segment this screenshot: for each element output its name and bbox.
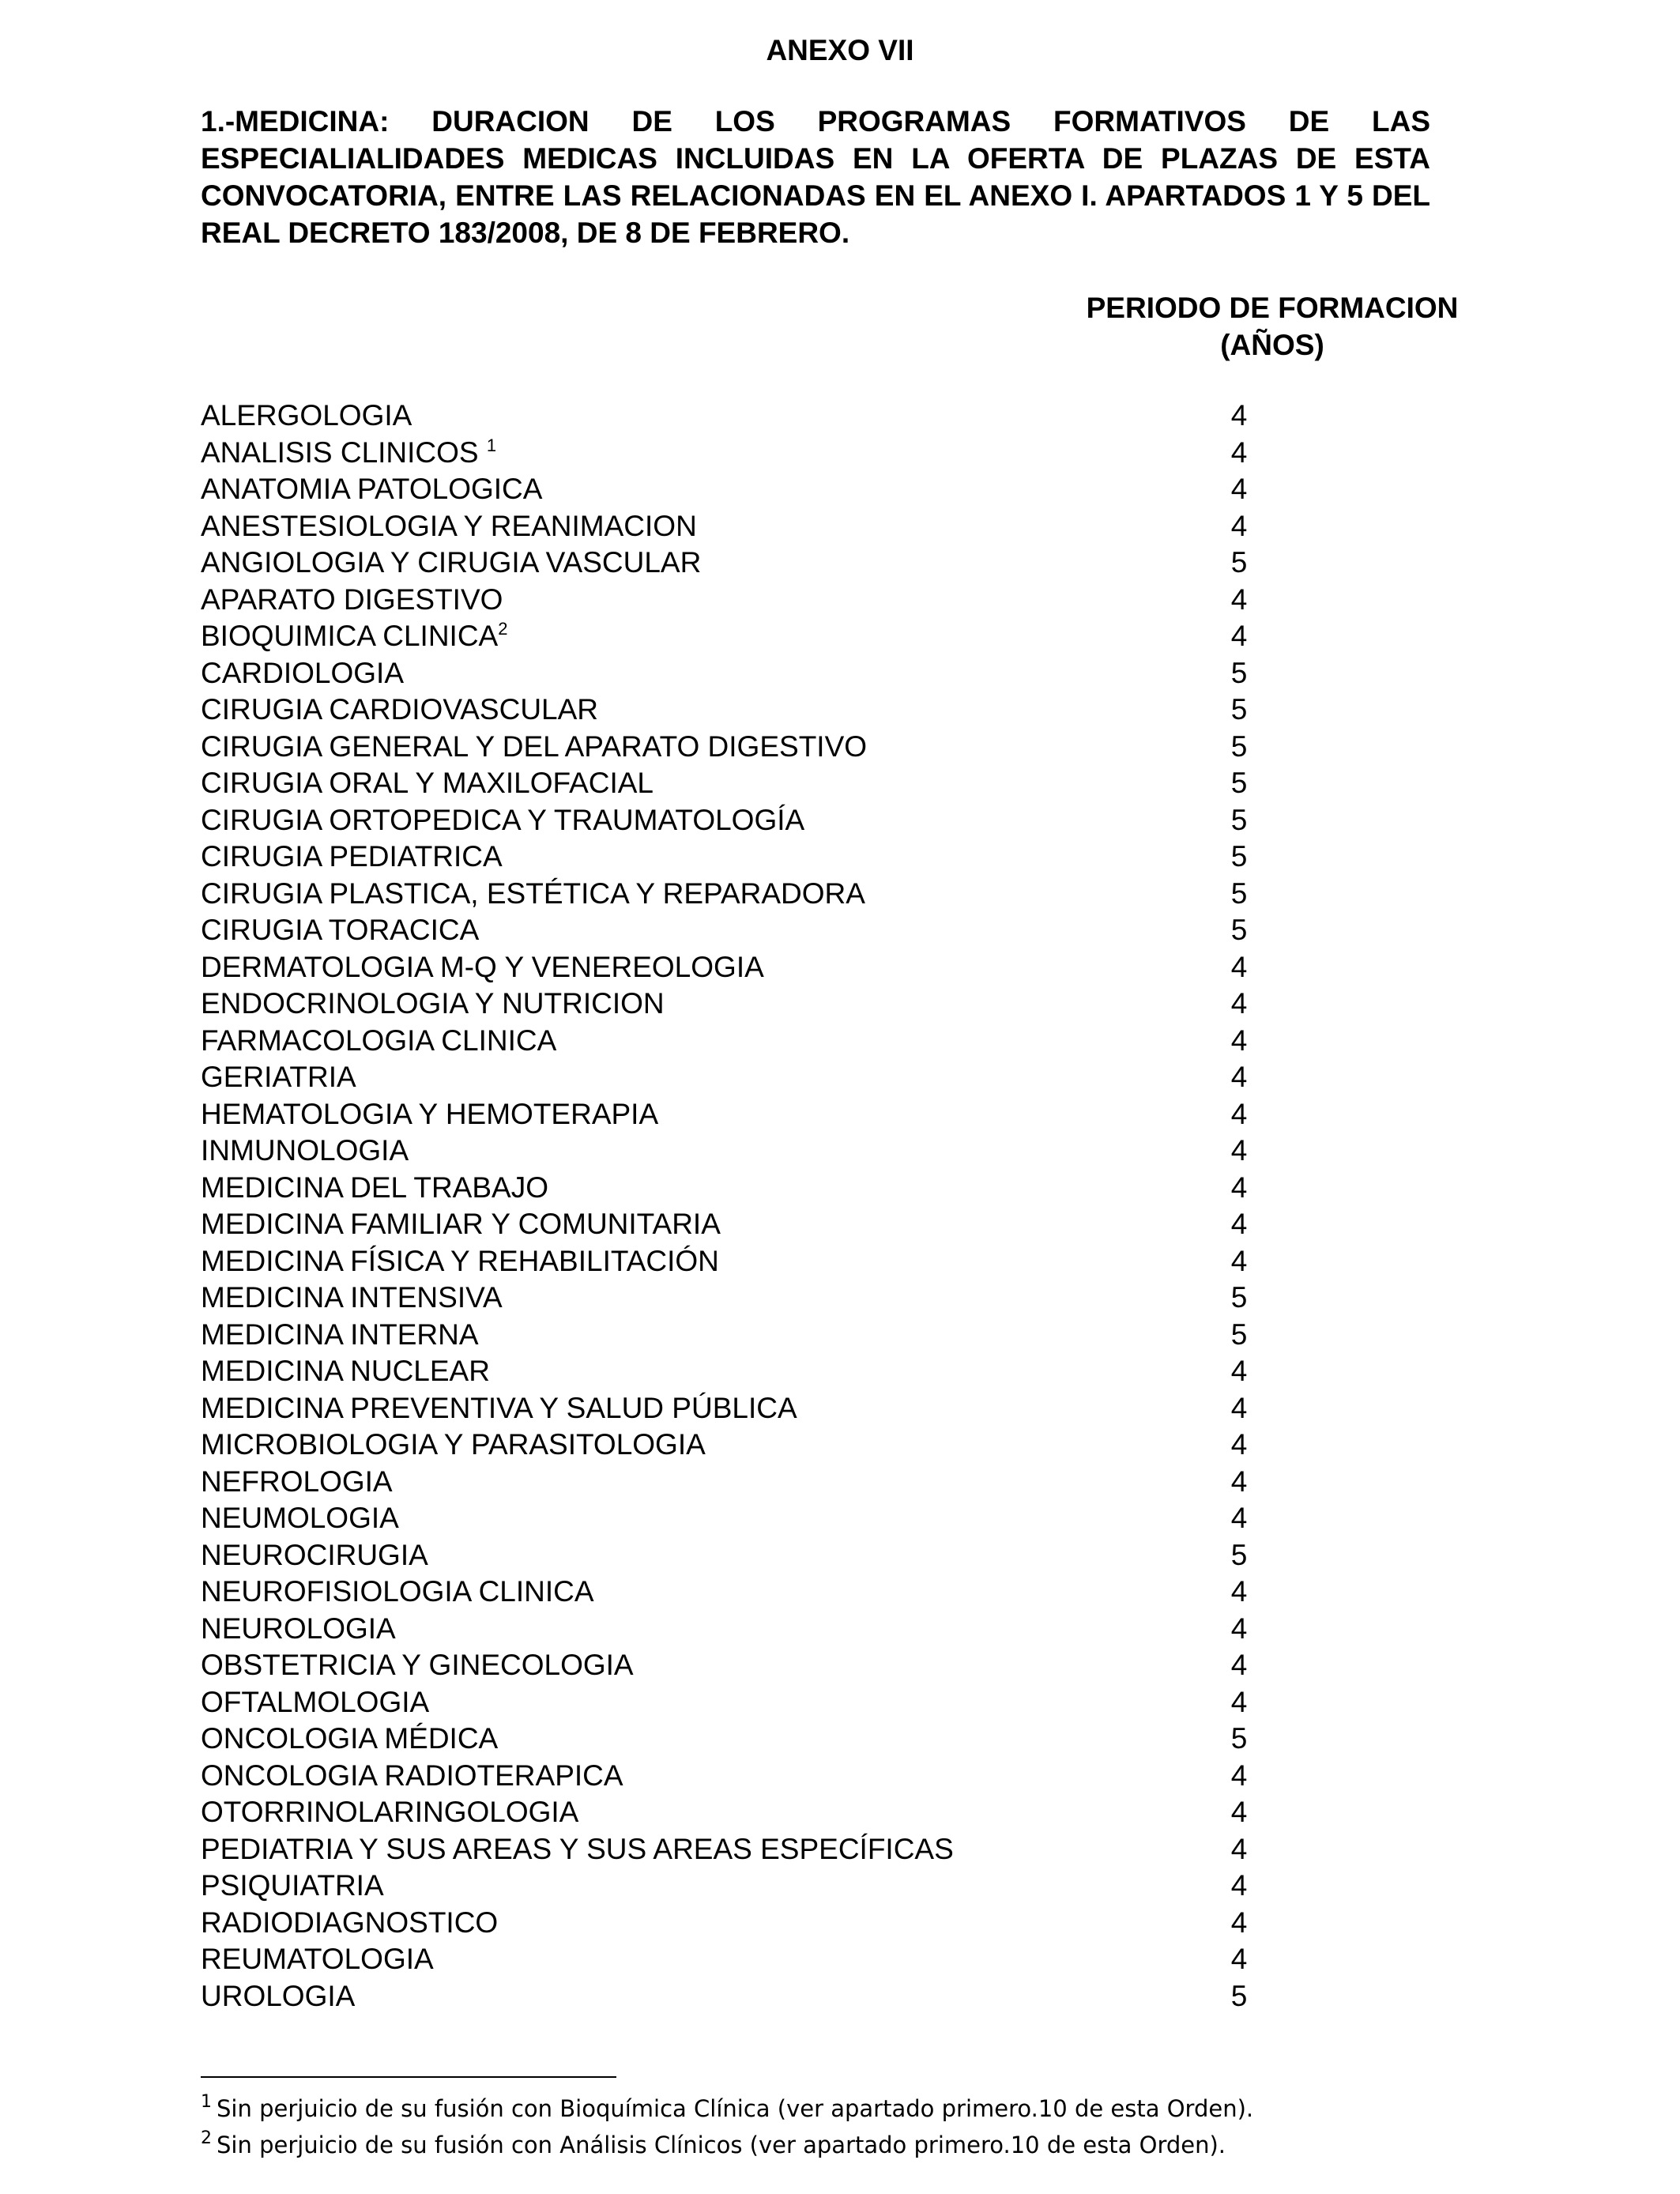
specialty-name-text: CIRUGIA CARDIOVASCULAR — [201, 693, 599, 726]
table-row — [201, 1317, 1307, 1354]
table-row — [201, 1868, 1307, 1905]
specialty-name-text: ONCOLOGIA MÉDICA — [201, 1722, 499, 1755]
table-row — [201, 1427, 1307, 1464]
specialty-name — [201, 1794, 578, 1831]
specialty-name — [201, 949, 764, 986]
training-years: 4 — [1230, 1171, 1248, 1204]
specialty-name — [201, 618, 507, 655]
training-years: 4 — [1230, 1796, 1248, 1828]
specialty-name — [201, 1868, 384, 1905]
training-years: 4 — [1230, 1134, 1248, 1167]
training-years: 5 — [1230, 803, 1248, 836]
specialty-name — [201, 655, 404, 692]
training-years: 4 — [1230, 950, 1248, 983]
specialty-name — [201, 1500, 399, 1537]
footnote — [201, 2127, 1544, 2163]
specialty-name — [201, 1721, 498, 1758]
training-years: 4 — [1230, 1355, 1248, 1387]
specialty-name — [201, 1537, 428, 1574]
specialty-name-text: NEUMOLOGIA — [201, 1502, 399, 1534]
specialty-name-text: FARMACOLOGIA CLINICA — [201, 1023, 557, 1057]
footnote-text: Sin perjuicio de su fusión con Análisis Clínicos (ver apartado primero.10 de esta Orden). — [217, 2132, 1226, 2158]
training-years: 5 — [1230, 1722, 1248, 1755]
specialty-name — [201, 1905, 498, 1942]
table-row — [201, 1905, 1307, 1942]
training-years: 5 — [1230, 840, 1248, 873]
training-years: 4 — [1230, 435, 1248, 469]
table-row — [201, 1831, 1307, 1868]
table-row — [201, 1611, 1307, 1648]
specialty-name — [201, 1096, 658, 1133]
specialty-name — [201, 765, 654, 802]
footnote-mark: 1 — [201, 2092, 212, 2112]
specialty-name — [201, 1831, 954, 1868]
specialty-name-text: BIOQUIMICA CLINICA — [201, 620, 499, 652]
specialty-name-text: APARATO DIGESTIVO — [201, 582, 503, 616]
specialty-name-text: INMUNOLOGIA — [201, 1134, 409, 1167]
training-years: 5 — [1230, 876, 1248, 910]
table-row — [201, 618, 1307, 655]
table-row — [201, 1500, 1307, 1537]
training-years: 4 — [1230, 582, 1248, 616]
specialty-name — [201, 508, 697, 545]
specialty-name — [201, 398, 412, 435]
training-years: 5 — [1230, 656, 1248, 689]
specialty-name — [201, 1317, 479, 1354]
specialty-name-text: HEMATOLOGIA Y HEMOTERAPIA — [201, 1097, 659, 1130]
specialty-name — [201, 1684, 429, 1721]
training-years: 5 — [1230, 767, 1248, 799]
training-years: 5 — [1230, 693, 1248, 726]
specialty-name-text: MEDICINA DEL TRABAJO — [201, 1171, 548, 1204]
specialty-name-text: MEDICINA NUCLEAR — [201, 1355, 490, 1387]
table-row — [201, 1684, 1307, 1721]
section-heading: 1.-MEDICINA: DURACION DE LOS PROGRAMAS FORMATIVOS DE LAS ESPECIALIALIDADES MEDICAS INCLUIDAS EN LA OFERTA DE PLAZAS DE ESTA CONVOCATORIA, ENTRE LAS RELACIONADAS EN EL ANEXO I. APARTADOS 1 Y 5 DEL REAL DECRETO 183/2008, DE 8 DE FEBRERO. — [201, 105, 1430, 249]
training-years: 4 — [1230, 1023, 1248, 1057]
specialty-name-text: UROLOGIA — [201, 1979, 356, 2012]
training-years: 4 — [1230, 1575, 1248, 1608]
specialty-list — [201, 398, 1307, 2015]
table-row — [201, 1574, 1307, 1611]
specialty-name — [201, 1243, 719, 1280]
specialty-name — [201, 1059, 356, 1096]
training-years: 5 — [1230, 1318, 1248, 1351]
specialty-name — [201, 876, 865, 913]
table-row — [201, 912, 1307, 949]
specialty-name — [201, 1464, 393, 1501]
specialty-name — [201, 1574, 594, 1611]
table-row — [201, 582, 1307, 619]
table-row — [201, 986, 1307, 1023]
specialty-name-text: ALERGOLOGIA — [201, 399, 412, 432]
specialty-name — [201, 1023, 556, 1060]
training-years: 5 — [1230, 1979, 1248, 2012]
specialty-name — [201, 1353, 490, 1390]
specialty-name — [201, 582, 503, 619]
training-years: 4 — [1230, 1943, 1248, 1975]
training-years: 5 — [1230, 729, 1248, 763]
training-years: 4 — [1230, 1502, 1248, 1534]
table-row — [201, 1537, 1307, 1574]
specialty-name-text: ANESTESIOLOGIA Y REANIMACION — [201, 509, 697, 542]
table-row — [201, 1023, 1307, 1060]
column-header-line1: PERIODO DE FORMACION — [1086, 292, 1459, 324]
table-row — [201, 802, 1307, 839]
specialty-name-text: CIRUGIA PLASTICA, ESTÉTICA Y REPARADORA — [201, 876, 865, 910]
specialty-name — [201, 802, 804, 839]
footnote — [201, 2090, 1544, 2127]
column-header-line2: (AÑOS) — [1220, 329, 1324, 361]
specialty-name — [201, 1133, 409, 1170]
training-years: 4 — [1230, 1869, 1248, 1902]
training-years: 4 — [1230, 1906, 1248, 1939]
table-row — [201, 1206, 1307, 1243]
training-years: 4 — [1230, 1649, 1248, 1681]
specialty-name-text: MEDICINA FAMILIAR Y COMUNITARIA — [201, 1208, 721, 1240]
specialty-name-text: ANALISIS CLINICOS — [201, 435, 487, 469]
footnote-separator — [201, 2076, 616, 2078]
table-row — [201, 1280, 1307, 1317]
specialty-name-text: CIRUGIA GENERAL Y DEL APARATO DIGESTIVO — [201, 729, 868, 763]
table-row — [201, 765, 1307, 802]
table-row — [201, 1941, 1307, 1978]
training-years: 5 — [1230, 1538, 1248, 1571]
table-row — [201, 435, 1307, 472]
specialty-name — [201, 471, 542, 508]
specialty-name — [201, 986, 665, 1023]
specialty-name-text: DERMATOLOGIA M-Q Y VENEREOLOGIA — [201, 950, 764, 983]
table-row — [201, 876, 1307, 913]
training-years: 5 — [1230, 914, 1248, 946]
table-row — [201, 1464, 1307, 1501]
specialty-name-text: OTORRINOLARINGOLOGIA — [201, 1796, 579, 1828]
specialty-name — [201, 435, 496, 472]
specialty-name-text: PSIQUIATRIA — [201, 1869, 384, 1902]
footnote-reference: 2 — [498, 619, 508, 639]
specialty-name — [201, 1941, 434, 1978]
specialty-name-text: CIRUGIA ORTOPEDICA Y TRAUMATOLOGÍA — [201, 803, 805, 836]
specialty-name-text: NEFROLOGIA — [201, 1465, 393, 1498]
specialty-name-text: MEDICINA INTERNA — [201, 1318, 479, 1351]
table-row — [201, 655, 1307, 692]
specialty-name-text: ANGIOLOGIA Y CIRUGIA VASCULAR — [201, 546, 702, 579]
table-row — [201, 545, 1307, 582]
footnote-text: Sin perjuicio de su fusión con Bioquímica Clínica (ver apartado primero.10 de esta Orden). — [217, 2095, 1254, 2122]
training-years: 4 — [1230, 1208, 1248, 1240]
table-row — [201, 1978, 1307, 2015]
specialty-name-text: NEUROFISIOLOGIA CLINICA — [201, 1575, 594, 1608]
training-years: 4 — [1230, 509, 1248, 542]
specialty-name-text: NEUROCIRUGIA — [201, 1538, 428, 1571]
training-years: 4 — [1230, 399, 1248, 432]
training-years: 4 — [1230, 1244, 1248, 1277]
specialty-name-text: MEDICINA INTENSIVA — [201, 1281, 503, 1314]
specialty-name — [201, 1647, 634, 1684]
training-years: 4 — [1230, 1061, 1248, 1093]
training-years: 4 — [1230, 1428, 1248, 1461]
table-row — [201, 1096, 1307, 1133]
specialty-name — [201, 1170, 548, 1207]
training-years: 4 — [1230, 620, 1248, 652]
table-row — [201, 1059, 1307, 1096]
document-title: ANEXO VII — [766, 34, 914, 66]
footnote-mark: 2 — [201, 2128, 212, 2148]
table-row — [201, 839, 1307, 876]
specialty-name — [201, 839, 503, 876]
training-years: 4 — [1230, 1759, 1248, 1792]
specialty-name-text: MEDICINA PREVENTIVA Y SALUD PÚBLICA — [201, 1391, 797, 1424]
table-row — [201, 1133, 1307, 1170]
specialty-name-text: PEDIATRIA Y SUS AREAS Y SUS AREAS ESPECÍFICAS — [201, 1832, 954, 1865]
table-row — [201, 1721, 1307, 1758]
specialty-name — [201, 1427, 706, 1464]
specialty-name — [201, 1758, 623, 1795]
table-row — [201, 692, 1307, 729]
specialty-name — [201, 1390, 797, 1427]
training-years: 4 — [1230, 987, 1248, 1020]
specialty-name — [201, 1206, 721, 1243]
specialty-name-text: MEDICINA FÍSICA Y REHABILITACIÓN — [201, 1244, 719, 1277]
training-years: 4 — [1230, 1465, 1248, 1498]
specialty-name-text: CIRUGIA ORAL Y MAXILOFACIAL — [201, 767, 654, 799]
column-header — [1051, 289, 1494, 364]
footnote-reference: 1 — [486, 435, 497, 455]
table-row — [201, 398, 1307, 435]
specialty-name-text: CIRUGIA PEDIATRICA — [201, 840, 503, 873]
training-years: 5 — [1230, 1281, 1248, 1314]
specialty-name — [201, 912, 479, 949]
training-years: 4 — [1230, 473, 1248, 505]
specialty-name — [201, 729, 867, 766]
specialty-name — [201, 545, 701, 582]
training-years: 4 — [1230, 1832, 1248, 1865]
table-row — [201, 1647, 1307, 1684]
specialty-name-text: OFTALMOLOGIA — [201, 1685, 430, 1718]
specialty-name-text: ANATOMIA PATOLOGICA — [201, 473, 543, 505]
training-years: 4 — [1230, 1612, 1248, 1645]
table-row — [201, 471, 1307, 508]
table-row — [201, 949, 1307, 986]
training-years: 4 — [1230, 1391, 1248, 1424]
specialty-name-text: CIRUGIA TORACICA — [201, 914, 480, 946]
specialty-name — [201, 692, 598, 729]
training-years: 4 — [1230, 1097, 1248, 1130]
table-row — [201, 1758, 1307, 1795]
footnotes — [201, 2090, 1544, 2163]
table-row — [201, 1353, 1307, 1390]
specialty-name-text: NEUROLOGIA — [201, 1612, 396, 1645]
specialty-name — [201, 1611, 396, 1648]
specialty-name-text: RADIODIAGNOSTICO — [201, 1906, 499, 1939]
table-row — [201, 508, 1307, 545]
table-row — [201, 1170, 1307, 1207]
table-row — [201, 1390, 1307, 1427]
specialty-name-text: CARDIOLOGIA — [201, 656, 404, 689]
specialty-name-text: ENDOCRINOLOGIA Y NUTRICION — [201, 987, 665, 1020]
specialty-name — [201, 1978, 355, 2015]
specialty-name-text: GERIATRIA — [201, 1061, 356, 1093]
table-row — [201, 1794, 1307, 1831]
table-row — [201, 729, 1307, 766]
specialty-name-text: OBSTETRICIA Y GINECOLOGIA — [201, 1649, 634, 1681]
specialty-name — [201, 1280, 503, 1317]
specialty-name-text: ONCOLOGIA RADIOTERAPICA — [201, 1759, 623, 1792]
table-row — [201, 1243, 1307, 1280]
specialty-name-text: MICROBIOLOGIA Y PARASITOLOGIA — [201, 1428, 706, 1461]
training-years: 4 — [1230, 1685, 1248, 1718]
training-years: 5 — [1230, 546, 1248, 579]
specialty-name-text: REUMATOLOGIA — [201, 1943, 434, 1975]
